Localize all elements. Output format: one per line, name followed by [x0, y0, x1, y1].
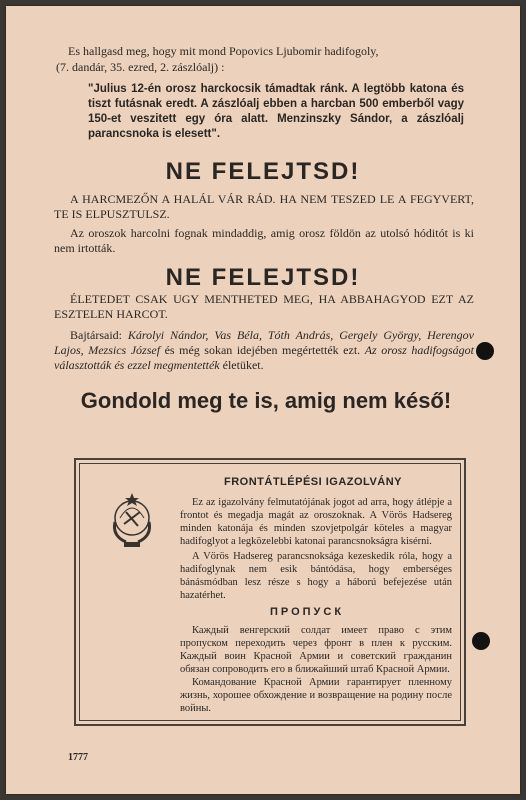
prisoner-quote: "Julius 12-én orosz harckocsik támadtak ránk. A legtöbb katona és tiszt futásnak eredt. A zászlóalj ebben a harcban 500 emberből vagy 150-et veszitett egy óra alatt. Menzinszky Sándor, a zászlóalj parancsnoka is elesett".	[88, 83, 464, 140]
surrender-pass-card	[74, 458, 466, 726]
intro-line-2	[56, 60, 456, 75]
card-title-hungarian: FRONTÁTLÉPÉSI IGAZOLVÁNY	[224, 476, 403, 488]
surrender-pass-inner-border	[79, 463, 461, 721]
paragraph-save-life: ÉLETEDET CSAK UGY MENTHETED MEG, HA ABBAHAGYOD EZT AZ ESZTELEN HARCOT.	[54, 292, 474, 321]
comrades-end: életüket.	[219, 358, 264, 372]
comrades-mid: és még sokan idejében megértették ezt.	[160, 343, 365, 357]
card-text-russian-1: Каждый венгерский солдат имеет право с этим пропуском переходить через фронт в плен к русским. Каждый воин Красной Армии и советский гражданин обязан сопроводить его в ближайший штаб Красной Армии.	[180, 625, 452, 675]
heading-ne-felejtsd-1: NE FELEJTSD!	[165, 158, 361, 185]
card-title-russian: ПРОПУСК	[270, 606, 345, 618]
comrades-lead: Bajtársaid:	[70, 328, 128, 342]
comrades-tail: Az orosz hadifogságot választották és ezzel megmentették	[54, 343, 474, 372]
card-text-hungarian-2: A Vörös Hadsereg parancsnoksága kezeskedik róla, hogy a hadifoglynak nem esik bántódása, hogy emberséges bánásmódban lesz része s hogy a háború befejezése után hazatérhet.	[180, 551, 452, 601]
paragraph-comrades	[54, 328, 474, 373]
slogan: Gondold meg te is, amig nem késő!	[80, 388, 452, 413]
intro-line-1	[68, 44, 468, 59]
punch-hole-bottom	[472, 632, 490, 650]
card-text-russian-2: Командование Красной Армии гарантирует пленному жизнь, хорошее обхождение и возвращение на родину после войны.	[180, 677, 452, 714]
paragraph-death-warning: A HARCMEZŐN A HALÁL VÁR RÁD. HA NEM TESZED LE A FEGYVERT, TE IS ELPUSZTULSZ.	[54, 192, 474, 221]
punch-hole-top	[476, 342, 494, 360]
intro-line-1-text: Es hallgasd meg, hogy mit mond Popovics Ljubomir hadifogoly,	[68, 44, 379, 58]
soviet-emblem-icon	[100, 488, 164, 552]
card-text-hungarian-1: Ez az igazolvány felmutatójának jogot ad arra, hogy átlépje a frontot és megadja magát az oroszoknak. A Vörös Hadsereg minden katonája és minden szovjetpolgár köteles a magyar hadifoglyot a legközelebbi katonai parancsnokságra kisérni.	[180, 497, 452, 547]
intro-line-2-text: (7. dandár, 35. ezred, 2. zászlóalj) :	[56, 60, 225, 74]
leaflet-sheet	[6, 6, 520, 794]
print-number: 1777	[68, 752, 88, 763]
paragraph-russians-fight: Az oroszok harcolni fognak mindaddig, amig orosz földön az utolsó hóditót is ki nem irtották.	[54, 226, 474, 255]
comrades-names: Károlyi Nándor, Vas Béla, Tóth András, Gergely György, Herengov Lajos, Mezsics József	[54, 328, 475, 357]
heading-ne-felejtsd-2: NE FELEJTSD!	[165, 264, 361, 291]
